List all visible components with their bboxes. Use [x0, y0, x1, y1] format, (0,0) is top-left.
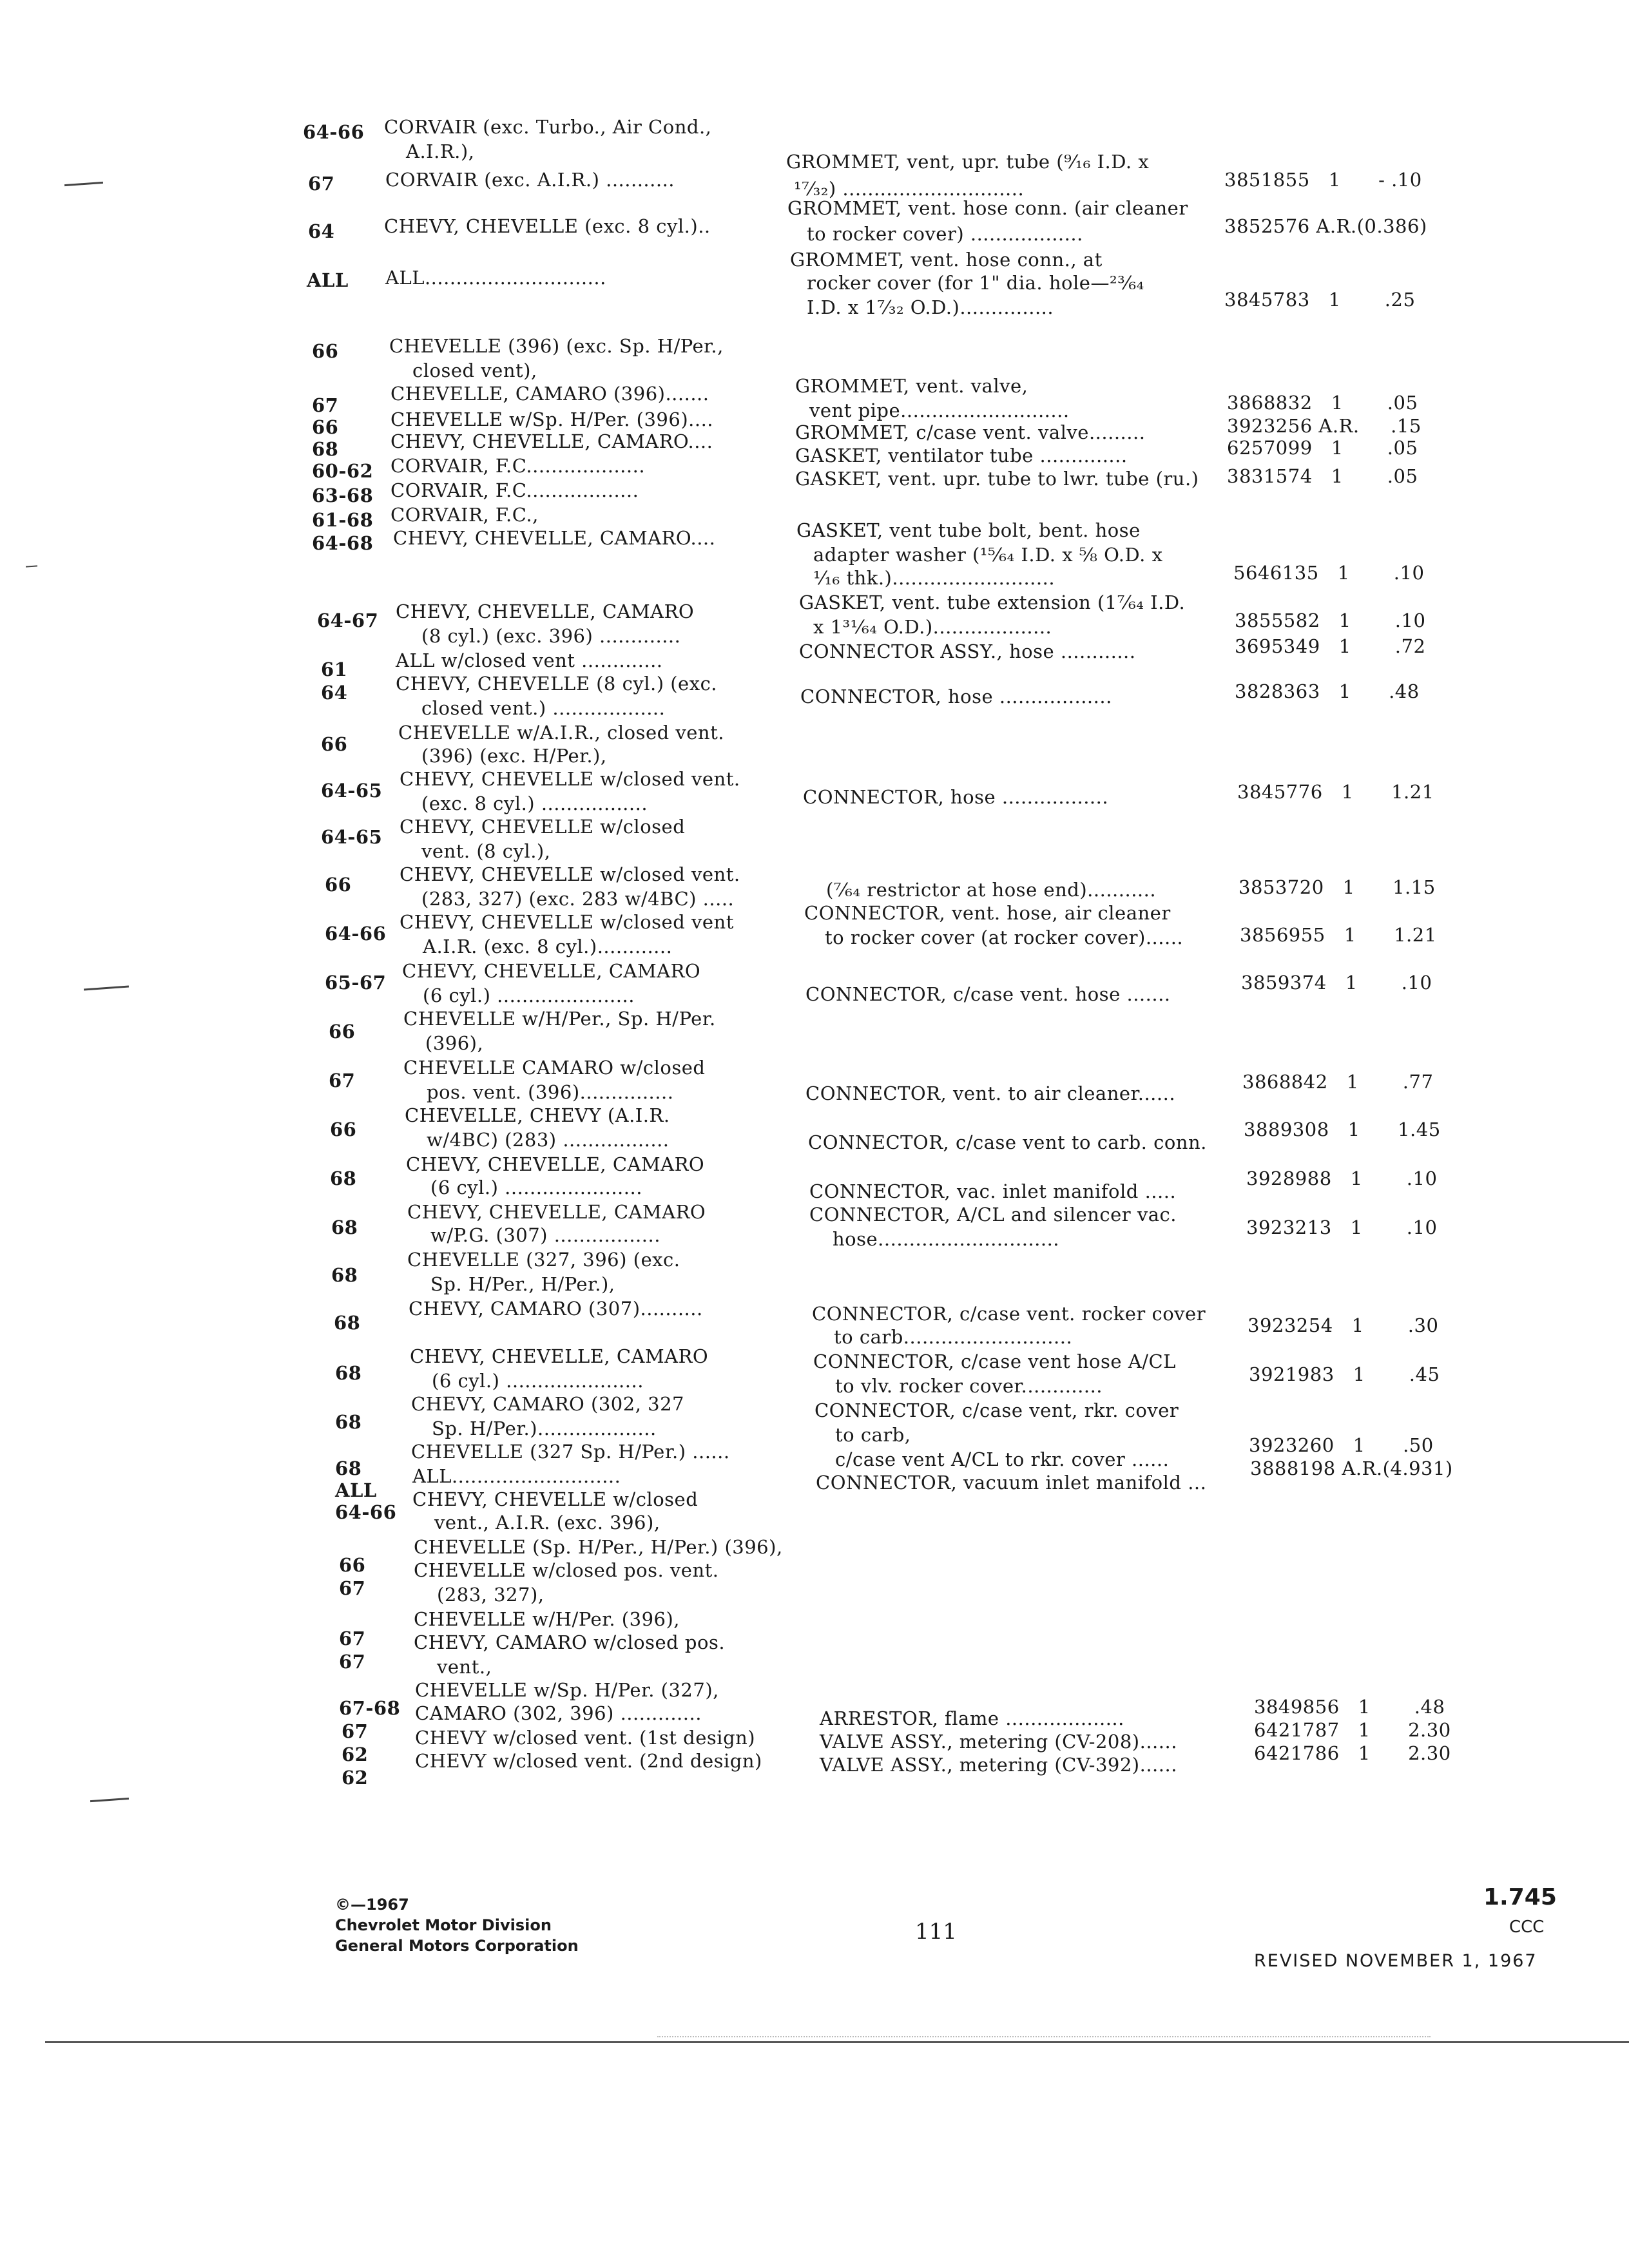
model-line: pos. vent. (396)...............	[427, 1081, 674, 1103]
description-line: GROMMET, vent, upr. tube (⁹⁄₁₆ I.D. x	[786, 151, 1150, 173]
model-line: ALL...........................	[412, 1465, 621, 1487]
description-line: CONNECTOR, vac. inlet manifold .....	[809, 1180, 1177, 1202]
description-line: CONNECTOR, c/case vent hose A/CL	[813, 1350, 1176, 1372]
bottom-rule-faint	[657, 2036, 1431, 2037]
part-number-line: 3849856 1 .48	[1254, 1696, 1445, 1718]
model-line: A.I.R.),	[406, 140, 475, 162]
part-number-line: 6421786 1 2.30	[1254, 1742, 1451, 1764]
margin-mark	[26, 565, 37, 567]
part-number-line: 3923256 A.R. .15	[1227, 415, 1422, 437]
model-line: w/4BC) (283) .................	[427, 1129, 670, 1151]
model-line: CORVAIR (exc. Turbo., Air Cond.,	[384, 116, 712, 138]
year-cell: 64-65	[321, 826, 383, 848]
year-cell: ALL	[335, 1479, 377, 1501]
description-line: CONNECTOR, c/case vent. rocker cover	[812, 1303, 1206, 1325]
model-line: CHEVELLE (327, 396) (exc.	[407, 1249, 680, 1271]
part-number-line: 3695349 1 .72	[1235, 635, 1426, 657]
model-line: CHEVY, CHEVELLE w/closed	[412, 1488, 699, 1510]
part-number-line: 3856955 1 1.21	[1240, 924, 1437, 946]
model-line: CORVAIR, F.C...................	[390, 455, 646, 477]
model-line: CHEVELLE w/A.I.R., closed vent.	[398, 722, 724, 744]
model-line: (6 cyl.) ......................	[432, 1370, 644, 1392]
model-line: (283, 327),	[437, 1584, 545, 1606]
year-cell: 64	[308, 220, 335, 242]
model-line: CHEVY, CHEVELLE, CAMARO	[410, 1345, 709, 1367]
model-line: CAMARO (302, 396) .............	[415, 1702, 702, 1724]
margin-mark	[84, 986, 129, 991]
year-cell: 62	[342, 1767, 369, 1789]
description-line: CONNECTOR, vent. to air cleaner......	[805, 1082, 1176, 1104]
model-line: CHEVY, CHEVELLE (exc. 8 cyl.)..	[384, 215, 711, 237]
description-line: to vlv. rocker cover.............	[835, 1375, 1103, 1397]
model-line: CHEVELLE (396) (exc. Sp. H/Per.,	[389, 335, 724, 357]
description-line: CONNECTOR, hose ..................	[800, 686, 1112, 707]
description-line: to carb,	[835, 1424, 911, 1446]
model-line: CHEVY, CHEVELLE w/closed vent	[400, 911, 734, 933]
part-number-line: 3921983 1 .45	[1249, 1363, 1440, 1385]
part-number-line: 3852576 A.R.(0.386)	[1224, 215, 1427, 237]
description-line: GROMMET, c/case vent. valve.........	[795, 421, 1146, 443]
part-number-line: 3923213 1 .10	[1246, 1216, 1438, 1238]
footer-copyright: ©—1967	[335, 1896, 409, 1914]
description-line: CONNECTOR, A/CL and silencer vac.	[809, 1204, 1177, 1225]
year-cell: 67-68	[339, 1697, 401, 1719]
model-line: CHEVY, CHEVELLE, CAMARO	[396, 601, 695, 622]
description-line: GASKET, ventilator tube ..............	[795, 445, 1128, 466]
description-line: x 1³¹⁄₆₄ O.D.)...................	[813, 616, 1052, 638]
year-cell: 67	[342, 1720, 369, 1742]
model-line: CHEVELLE CAMARO w/closed	[403, 1057, 706, 1079]
description-line: CONNECTOR, c/case vent, rkr. cover	[815, 1399, 1179, 1421]
description-line: GASKET, vent. tube extension (1⁷⁄₆₄ I.D.	[799, 591, 1186, 613]
description-line: hose.............................	[833, 1228, 1060, 1250]
part-number-line: 3868842 1 .77	[1242, 1071, 1434, 1093]
year-cell: 65-67	[325, 972, 387, 994]
description-line: CONNECTOR, vacuum inlet manifold ...	[816, 1472, 1207, 1494]
part-number-line: 3923260 1 .50	[1249, 1434, 1434, 1456]
year-cell: 67	[329, 1070, 356, 1091]
model-line: closed vent),	[412, 360, 537, 381]
model-line: CHEVELLE (327 Sp. H/Per.) ......	[411, 1441, 730, 1463]
model-line: CHEVY w/closed vent. (1st design)	[415, 1727, 756, 1749]
description-line: CONNECTOR, c/case vent to carb. conn.	[808, 1131, 1207, 1153]
model-line: CHEVELLE w/closed pos. vent.	[414, 1559, 719, 1581]
model-line: (6 cyl.) ......................	[430, 1177, 642, 1198]
margin-mark	[90, 1798, 129, 1802]
model-line: (283, 327) (exc. 283 w/4BC) .....	[421, 888, 735, 910]
year-cell: 64-67	[317, 610, 379, 631]
description-line: CONNECTOR ASSY., hose ............	[799, 640, 1136, 662]
description-line: ARRESTOR, flame ...................	[820, 1707, 1124, 1729]
footer-division: Chevrolet Motor Division	[335, 1916, 552, 1934]
year-cell: 64-66	[325, 923, 387, 945]
description-line: VALVE ASSY., metering (CV-208)......	[820, 1731, 1177, 1753]
part-number-line: 3845783 1 .25	[1224, 289, 1416, 311]
part-number-line: 3859374 1 .10	[1241, 972, 1432, 994]
part-number-line: 3831574 1 .05	[1227, 465, 1418, 487]
model-line: CHEVELLE (Sp. H/Per., H/Per.) (396),	[414, 1536, 783, 1558]
model-line: CHEVY, CAMARO (302, 327	[411, 1393, 684, 1415]
description-line: GROMMET, vent. valve,	[795, 375, 1028, 397]
model-line: CHEVY w/closed vent. (2nd design)	[415, 1750, 762, 1772]
model-line: CHEVY, CHEVELLE, CAMARO....	[390, 430, 713, 452]
year-cell: 68	[331, 1264, 358, 1286]
description-line: vent pipe...........................	[809, 399, 1070, 421]
part-number-line: 3845776 1 1.21	[1237, 781, 1434, 803]
model-line: CORVAIR (exc. A.I.R.) ...........	[385, 169, 675, 191]
year-cell: 68	[334, 1312, 361, 1334]
description-line: to rocker cover) ..................	[807, 223, 1083, 245]
model-line: CHEVY, CHEVELLE (8 cyl.) (exc.	[396, 673, 718, 695]
model-line: Sp. H/Per., H/Per.),	[430, 1273, 615, 1295]
part-number-line: 3828363 1 .48	[1235, 680, 1420, 702]
model-line: A.I.R. (exc. 8 cyl.)............	[423, 936, 673, 957]
model-line: (6 cyl.) ......................	[423, 985, 635, 1006]
year-cell: 63-68	[312, 485, 374, 506]
description-line: GROMMET, vent. hose conn., at	[790, 249, 1103, 271]
model-line: CHEVY, CHEVELLE, CAMARO	[406, 1153, 705, 1175]
model-line: (8 cyl.) (exc. 396) .............	[421, 625, 681, 647]
description-line: GROMMET, vent. hose conn. (air cleaner	[787, 197, 1188, 219]
year-cell: 60-62	[312, 460, 374, 482]
year-cell: 67	[312, 394, 339, 416]
description-line: rocker cover (for 1" dia. hole—²³⁄₆₄	[807, 272, 1144, 294]
model-line: CHEVY, CHEVELLE w/closed vent.	[400, 768, 740, 790]
year-cell: 61-68	[312, 509, 374, 531]
description-line: I.D. x 1⁷⁄₃₂ O.D.)...............	[807, 296, 1054, 318]
part-number-line: 5646135 1 .10	[1233, 562, 1425, 584]
year-cell: 68	[330, 1168, 357, 1189]
year-cell: 64-65	[321, 780, 383, 802]
part-number-line: 3851855 1 - .10	[1224, 169, 1422, 191]
year-cell: ALL	[307, 269, 349, 291]
model-line: closed vent.) ..................	[421, 697, 666, 719]
model-line: CHEVY, CHEVELLE, CAMARO	[402, 960, 701, 982]
model-line: CHEVELLE w/H/Per. (396),	[414, 1608, 680, 1630]
model-line: CHEVELLE w/Sp. H/Per. (396)....	[390, 408, 714, 430]
description-line: VALVE ASSY., metering (CV-392)......	[820, 1754, 1177, 1776]
year-cell: 68	[335, 1411, 362, 1433]
model-line: CHEVELLE, CAMARO (396).......	[390, 383, 709, 405]
year-cell: 66	[339, 1554, 366, 1576]
model-line: (396),	[425, 1032, 484, 1054]
section-sub-code: CCC	[1509, 1917, 1545, 1937]
model-line: Sp. H/Per.)...................	[432, 1418, 657, 1439]
description-line: adapter washer (¹⁵⁄₆₄ I.D. x ⅝ O.D. x	[813, 544, 1163, 566]
year-cell: 67	[339, 1628, 366, 1649]
description-line: GASKET, vent. upr. tube to lwr. tube (ru.)	[795, 468, 1199, 490]
section-code: 1.745	[1483, 1884, 1557, 1910]
description-line: GASKET, vent tube bolt, bent. hose	[796, 519, 1141, 541]
year-cell: 66	[325, 874, 352, 896]
model-line: CHEVY, CHEVELLE w/closed vent.	[400, 863, 740, 885]
year-cell: 64-66	[335, 1501, 397, 1523]
model-line: w/P.G. (307) .................	[430, 1224, 660, 1246]
part-number-line: 3923254 1 .30	[1248, 1314, 1439, 1336]
model-line: CHEVY, CHEVELLE w/closed	[400, 816, 686, 838]
year-cell: 66	[312, 416, 339, 438]
year-cell: 68	[335, 1457, 362, 1479]
description-line: CONNECTOR, c/case vent. hose .......	[805, 983, 1171, 1005]
year-cell: 64-66	[303, 121, 365, 143]
description-line: CONNECTOR, hose .................	[803, 786, 1109, 808]
description-line: to rocker cover (at rocker cover)......	[825, 927, 1184, 948]
year-cell: 68	[331, 1216, 358, 1238]
model-line: vent. (8 cyl.),	[421, 840, 551, 862]
model-line: (396) (exc. H/Per.),	[421, 745, 607, 767]
part-number-line: 3888198 A.R.(4.931)	[1250, 1457, 1453, 1479]
year-cell: 66	[329, 1021, 356, 1043]
model-line: (exc. 8 cyl.) .................	[421, 793, 648, 814]
year-cell: 67	[308, 173, 335, 195]
part-number-line: 3889308 1 1.45	[1244, 1119, 1441, 1140]
description-line: (⁷⁄₆₄ restrictor at hose end)...........	[826, 879, 1157, 901]
part-number-line: 6421787 1 2.30	[1254, 1719, 1451, 1741]
description-line: c/case vent A/CL to rkr. cover ......	[835, 1448, 1170, 1470]
footer-corporation: General Motors Corporation	[335, 1937, 579, 1955]
description-line: ¹⁷⁄₃₂) .............................	[794, 178, 1025, 200]
description-line: CONNECTOR, vent. hose, air cleaner	[804, 902, 1171, 924]
description-line: ¹⁄₁₆ thk.)..........................	[813, 567, 1055, 589]
model-line: ALL w/closed vent .............	[396, 649, 663, 671]
year-cell: 66	[321, 733, 348, 755]
model-line: vent.,	[437, 1656, 492, 1678]
year-cell: 61	[321, 658, 348, 680]
model-line: ALL.............................	[385, 267, 606, 289]
year-cell: 68	[312, 438, 339, 460]
model-line: CHEVY, CHEVELLE, CAMARO....	[393, 527, 716, 549]
part-number-line: 6257099 1 .05	[1227, 437, 1418, 459]
part-number-line: 3928988 1 .10	[1246, 1168, 1438, 1189]
year-cell: 62	[342, 1744, 369, 1765]
bottom-rule	[45, 2041, 1629, 2043]
model-line: CHEVELLE w/Sp. H/Per. (327),	[415, 1679, 719, 1701]
model-line: CHEVELLE w/H/Per., Sp. H/Per.	[403, 1008, 716, 1030]
page-number: 111	[915, 1919, 957, 1945]
model-line: CORVAIR, F.C.,	[390, 504, 539, 526]
part-number-line: 3853720 1 1.15	[1239, 876, 1436, 898]
margin-mark	[64, 182, 103, 186]
part-number-line: 3868832 1 .05	[1227, 392, 1418, 414]
model-line: CHEVY, CAMARO (307)..........	[409, 1298, 703, 1320]
model-line: CHEVY, CAMARO w/closed pos.	[414, 1631, 726, 1653]
year-cell: 67	[339, 1577, 366, 1599]
model-line: CORVAIR, F.C..................	[390, 479, 639, 501]
model-line: CHEVELLE, CHEVY (A.I.R.	[405, 1104, 670, 1126]
year-cell: 64	[321, 682, 348, 704]
model-line: vent., A.I.R. (exc. 396),	[434, 1512, 660, 1533]
year-cell: 67	[339, 1651, 366, 1673]
model-line: CHEVY, CHEVELLE, CAMARO	[407, 1201, 706, 1223]
year-cell: 68	[335, 1362, 362, 1384]
part-number-line: 3855582 1 .10	[1235, 610, 1426, 631]
year-cell: 64-68	[312, 532, 374, 554]
year-cell: 66	[330, 1119, 357, 1140]
revision-date: REVISED NOVEMBER 1, 1967	[1254, 1951, 1537, 1971]
year-cell: 66	[312, 340, 339, 362]
description-line: to carb...........................	[834, 1326, 1073, 1348]
